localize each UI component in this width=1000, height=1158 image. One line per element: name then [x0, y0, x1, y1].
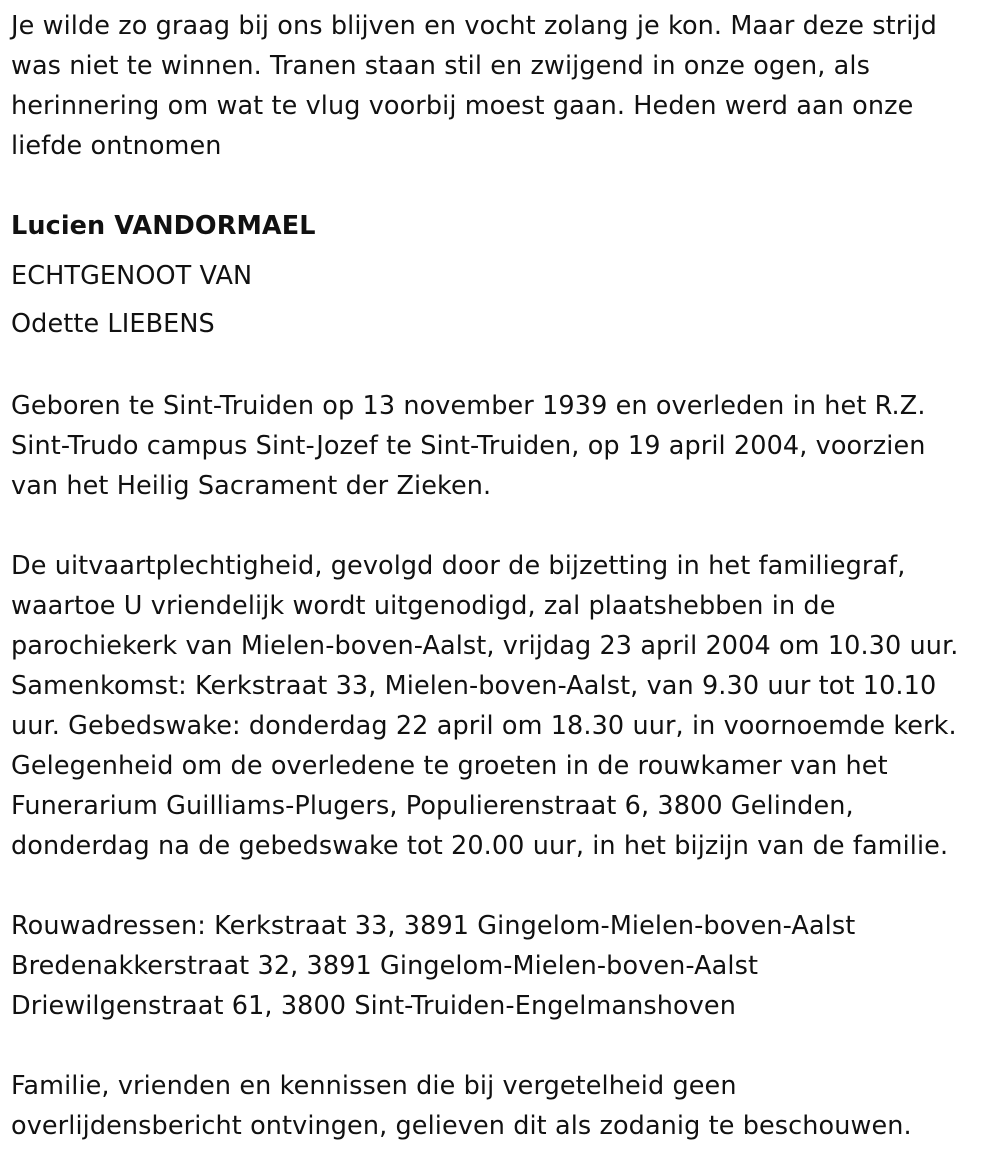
- text-line: Geboren te Sint-Truiden op 13 november 1939 en overleden in het R.Z.: [11, 391, 926, 421]
- funeral-paragraph: [11, 546, 1000, 866]
- text-line: waartoe U vriendelijk wordt uitgenodigd, zal plaatshebben in de: [11, 591, 836, 621]
- text-line: overlijdensbericht ontvingen, gelieven dit als zodanig te beschouwen.: [11, 1111, 912, 1141]
- spouse-name: Odette LIEBENS: [11, 309, 215, 339]
- text-line: De uitvaartplechtigheid, gevolgd door de bijzetting in het familiegraf,: [11, 551, 906, 581]
- text-line: parochiekerk van Mielen-boven-Aalst, vrijdag 23 april 2004 om 10.30 uur.: [11, 631, 959, 661]
- text-line: van het Heilig Sacrament der Zieken.: [11, 471, 492, 501]
- text-line: donderdag na de gebedswake tot 20.00 uur, in het bijzijn van de familie.: [11, 831, 949, 861]
- text-line: Familie, vrienden en kennissen die bij vergetelheid geen: [11, 1071, 737, 1101]
- text-line: Rouwadressen: Kerkstraat 33, 3891 Gingelom-Mielen-boven-Aalst: [11, 911, 856, 941]
- text-line: Funerarium Guilliams-Plugers, Populierenstraat 6, 3800 Gelinden,: [11, 791, 854, 821]
- text-line: Driewilgenstraat 61, 3800 Sint-Truiden-Engelmanshoven: [11, 991, 736, 1021]
- text-line: herinnering om wat te vlug voorbij moest gaan. Heden werd aan onze: [11, 91, 914, 121]
- text-line: Sint-Trudo campus Sint-Jozef te Sint-Truiden, op 19 april 2004, voorzien: [11, 431, 926, 461]
- closing-paragraph: [11, 1066, 1000, 1146]
- text-line: Je wilde zo graag bij ons blijven en vocht zolang je kon. Maar deze strijd: [11, 11, 937, 41]
- addresses-paragraph: [11, 906, 1000, 1026]
- text-line: was niet te winnen. Tranen staan stil en zwijgend in onze ogen, als: [11, 51, 870, 81]
- text-line: liefde ontnomen: [11, 131, 222, 161]
- text-line: Bredenakkerstraat 32, 3891 Gingelom-Mielen-boven-Aalst: [11, 951, 759, 981]
- deceased-name: Lucien VANDORMAEL: [11, 211, 316, 241]
- text-line: Gelegenheid om de overledene te groeten in de rouwkamer van het: [11, 751, 888, 781]
- deceased-block: [11, 206, 1000, 348]
- text-line: uur. Gebedswake: donderdag 22 april om 18.30 uur, in voornoemde kerk.: [11, 711, 957, 741]
- birth-death-paragraph: [11, 386, 1000, 506]
- intro-paragraph: [11, 6, 1000, 166]
- relation-label: ECHTGENOOT VAN: [11, 261, 253, 291]
- text-line: Samenkomst: Kerkstraat 33, Mielen-boven-Aalst, van 9.30 uur tot 10.10: [11, 671, 937, 701]
